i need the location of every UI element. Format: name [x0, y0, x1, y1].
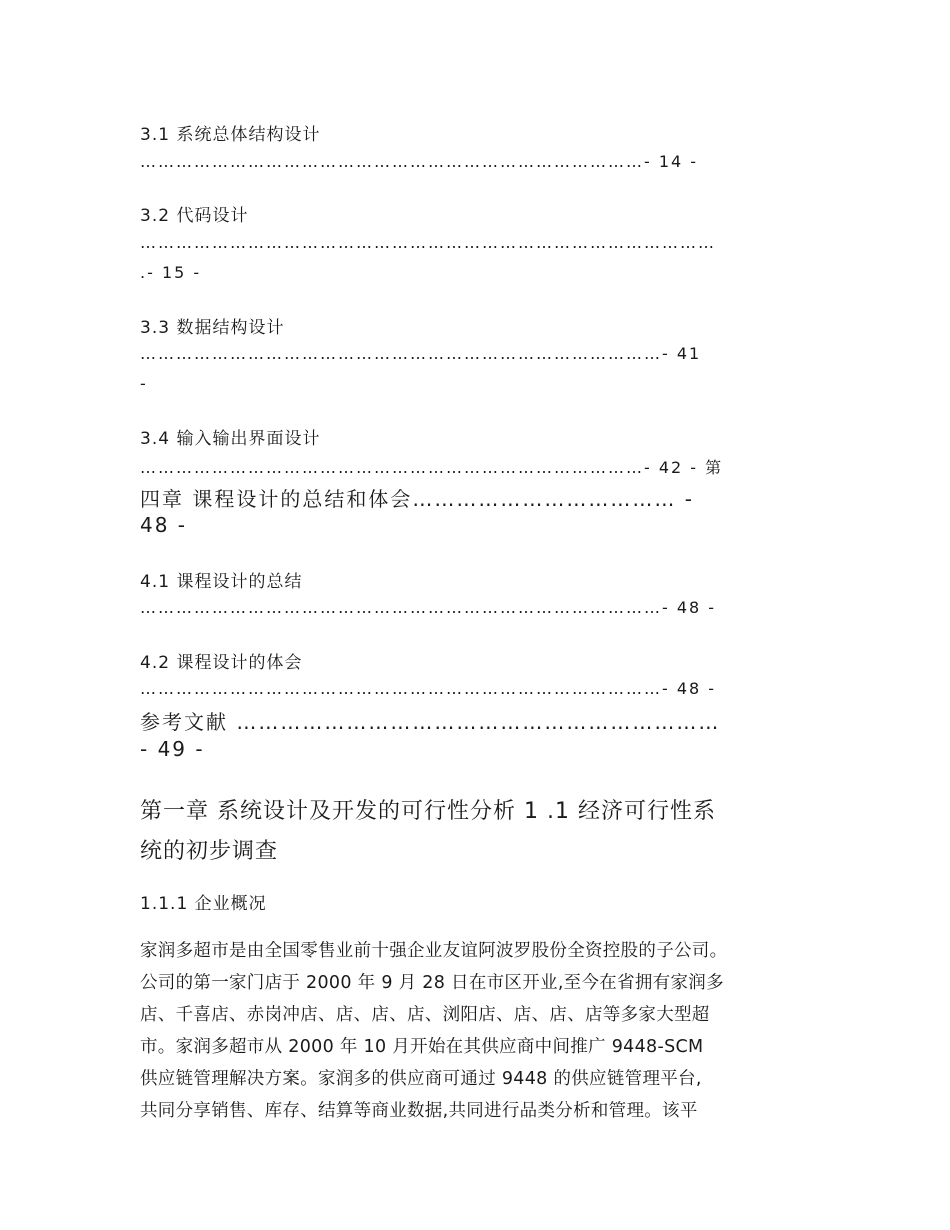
toc-entry-ch4-page: 48 - [140, 513, 188, 537]
section-heading-1-1-1: 1.1.1 企业概况 [140, 894, 267, 914]
toc-entry-3-1-leader: …………………………………………………………………………- 14 - [140, 152, 699, 171]
chapter-heading-line-2: 统的初步调查 [140, 839, 279, 864]
toc-entry-3-2-title: 3.2 代码设计 [140, 206, 249, 226]
toc-entry-references-page: - 49 - [140, 737, 205, 761]
toc-entry-4-1-title: 4.1 课程设计的总结 [140, 572, 303, 592]
toc-entry-3-3-page: - [140, 374, 148, 393]
toc-entry-ch4-title: 四章 课程设计的总结和体会……………………………… - [140, 487, 694, 511]
paragraph-line: 公司的第一家门店于 2000 年 9 月 28 日在市区开业,至今在省拥有家润多 [140, 973, 724, 993]
toc-entry-4-2-leader: ……………………………………………………………………………- 48 - [140, 679, 717, 698]
chapter-heading-line-1: 第一章 系统设计及开发的可行性分析 1 .1 经济可行性系 [140, 799, 716, 824]
paragraph-line: 供应链管理解决方案。家润多的供应商可通过 9448 的供应链管理平台, [140, 1069, 702, 1089]
toc-entry-3-1-title: 3.1 系统总体结构设计 [140, 125, 321, 145]
toc-entry-3-4-leader: …………………………………………………………………………- 42 - 第 [140, 458, 724, 477]
paragraph-line: 共同分享销售、库存、结算等商业数据,共同进行品类分析和管理。该平 [140, 1101, 698, 1121]
toc-entry-3-2-leader: …………………………………………………………………………………… [140, 233, 716, 252]
paragraph-line: 家润多超市是由全国零售业前十强企业友谊阿波罗股份全资控股的子公司。 [140, 941, 728, 961]
paragraph-line: 店、千喜店、赤岗冲店、店、店、店、浏阳店、店、店、店等多家大型超 [140, 1005, 710, 1025]
toc-entry-4-1-leader: ……………………………………………………………………………- 48 - [140, 598, 717, 617]
toc-entry-3-4-title: 3.4 输入输出界面设计 [140, 429, 321, 449]
toc-entry-references-title: 参考文献 ………………………………………………………… [140, 710, 721, 734]
paragraph-line: 市。家润多超市从 2000 年 10 月开始在其供应商中间推广 9448-SCM [140, 1037, 704, 1057]
toc-entry-3-2-page: .- 15 - [140, 263, 202, 282]
toc-entry-3-3-leader: ……………………………………………………………………………- 41 [140, 344, 702, 363]
toc-entry-3-3-title: 3.3 数据结构设计 [140, 318, 285, 338]
toc-entry-4-2-title: 4.2 课程设计的体会 [140, 653, 303, 673]
